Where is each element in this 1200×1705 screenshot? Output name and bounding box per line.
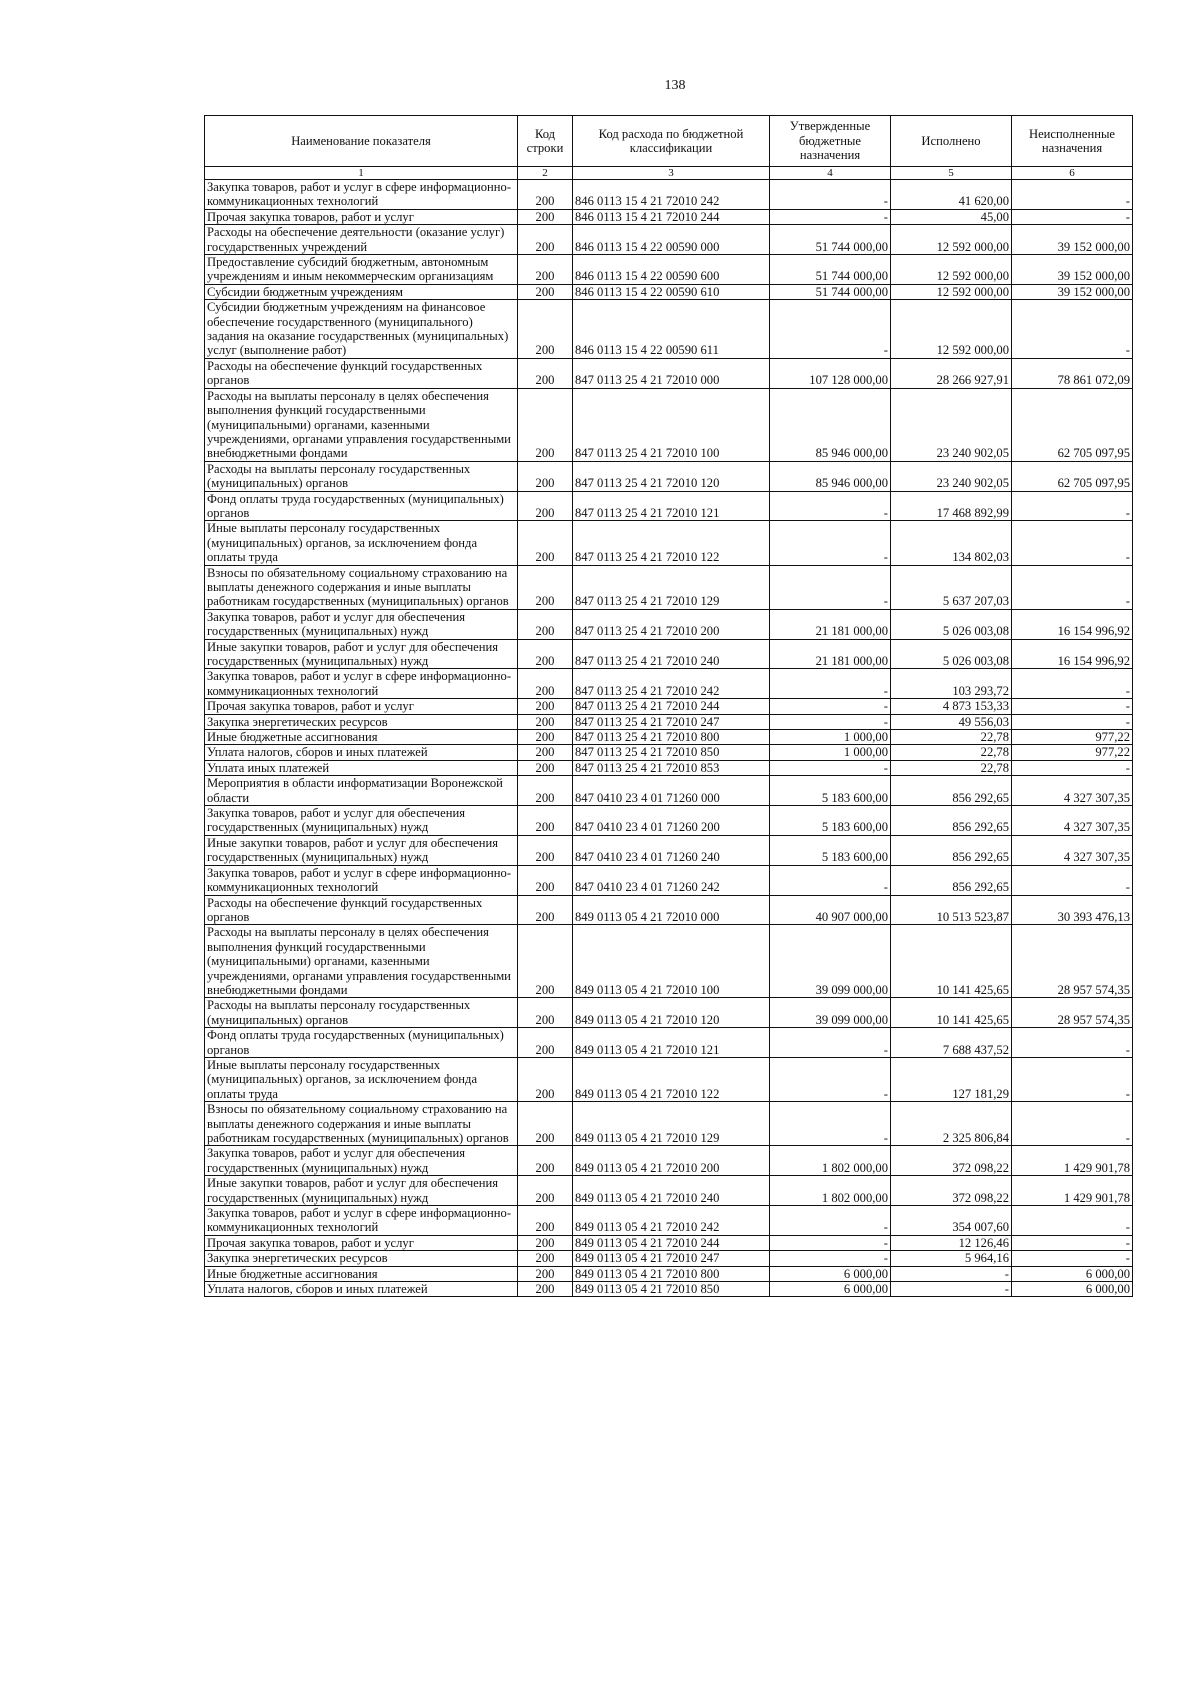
table-row (205, 300, 1133, 359)
unexecuted-amount-cell: - (1012, 865, 1133, 895)
approved-amount-cell: - (770, 300, 891, 359)
line-code-cell: 200 (518, 760, 573, 775)
table-row (205, 1176, 1133, 1206)
executed-amount-cell: 12 592 000,00 (891, 225, 1012, 255)
unexecuted-amount-cell: - (1012, 1102, 1133, 1146)
unexecuted-amount-cell: - (1012, 300, 1133, 359)
line-code-cell: 200 (518, 209, 573, 224)
indicator-name-cell: Закупка товаров, работ и услуг в сфере информационно-коммуникационных технологий (205, 180, 518, 210)
unexecuted-amount-cell: - (1012, 491, 1133, 521)
approved-amount-cell: - (770, 1057, 891, 1101)
table-row (205, 760, 1133, 775)
classification-code-cell: 849 0113 05 4 21 72010 129 (573, 1102, 770, 1146)
executed-amount-cell: 5 964,16 (891, 1251, 1012, 1266)
classification-code-cell: 849 0113 05 4 21 72010 242 (573, 1206, 770, 1236)
executed-amount-cell: 5 026 003,08 (891, 639, 1012, 669)
executed-amount-cell: 22,78 (891, 730, 1012, 745)
indicator-name-cell: Взносы по обязательному социальному страхованию на выплаты денежного содержания и иные выплаты работникам государственных (муниципальных) органов (205, 1102, 518, 1146)
unexecuted-amount-cell: 62 705 097,95 (1012, 388, 1133, 461)
indicator-name-cell: Фонд оплаты труда государственных (муниципальных) органов (205, 491, 518, 521)
classification-code-cell: 847 0113 25 4 21 72010 121 (573, 491, 770, 521)
unexecuted-amount-cell: 78 861 072,09 (1012, 358, 1133, 388)
executed-amount-cell: 354 007,60 (891, 1206, 1012, 1236)
executed-amount-cell: 23 240 902,05 (891, 461, 1012, 491)
table-row (205, 1028, 1133, 1058)
executed-amount-cell: 134 802,03 (891, 521, 1012, 565)
table-row (205, 1235, 1133, 1250)
indicator-name-cell: Закупка товаров, работ и услуг в сфере информационно-коммуникационных технологий (205, 865, 518, 895)
unexecuted-amount-cell: - (1012, 760, 1133, 775)
unexecuted-amount-cell: 16 154 996,92 (1012, 609, 1133, 639)
classification-code-cell: 849 0113 05 4 21 72010 800 (573, 1266, 770, 1281)
classification-code-cell: 846 0113 15 4 22 00590 611 (573, 300, 770, 359)
classification-code-cell: 847 0113 25 4 21 72010 247 (573, 714, 770, 729)
indicator-name-cell: Предоставление субсидий бюджетным, автономным учреждениям и иным некоммерческим организациям (205, 255, 518, 285)
unexecuted-amount-cell: - (1012, 209, 1133, 224)
column-number-row (205, 167, 1133, 180)
approved-amount-cell: 21 181 000,00 (770, 609, 891, 639)
approved-amount-cell: 51 744 000,00 (770, 225, 891, 255)
table-row (205, 1206, 1133, 1236)
executed-amount-cell: 856 292,65 (891, 835, 1012, 865)
executed-amount-cell: 7 688 437,52 (891, 1028, 1012, 1058)
table-row (205, 565, 1133, 609)
unexecuted-amount-cell: - (1012, 1057, 1133, 1101)
executed-amount-cell: 12 592 000,00 (891, 300, 1012, 359)
indicator-name-cell: Иные выплаты персоналу государственных (муниципальных) органов, за исключением фонда оплаты труда (205, 521, 518, 565)
indicator-name-cell: Закупка товаров, работ и услуг для обеспечения государственных (муниципальных) нужд (205, 806, 518, 836)
indicator-name-cell: Закупка энергетических ресурсов (205, 1251, 518, 1266)
indicator-name-cell: Расходы на выплаты персоналу государственных (муниципальных) органов (205, 998, 518, 1028)
approved-amount-cell: - (770, 760, 891, 775)
executed-amount-cell: 22,78 (891, 760, 1012, 775)
executed-amount-cell: 5 026 003,08 (891, 609, 1012, 639)
approved-amount-cell: 5 183 600,00 (770, 806, 891, 836)
table-row (205, 284, 1133, 299)
approved-amount-cell: - (770, 669, 891, 699)
executed-amount-cell: 12 126,46 (891, 1235, 1012, 1250)
approved-amount-cell: 39 099 000,00 (770, 925, 891, 998)
unexecuted-amount-cell: 39 152 000,00 (1012, 225, 1133, 255)
table-row (205, 639, 1133, 669)
approved-amount-cell: 39 099 000,00 (770, 998, 891, 1028)
classification-code-cell: 847 0113 25 4 21 72010 850 (573, 745, 770, 760)
line-code-cell: 200 (518, 225, 573, 255)
line-code-cell: 200 (518, 1102, 573, 1146)
line-code-cell: 200 (518, 1028, 573, 1058)
line-code-cell: 200 (518, 358, 573, 388)
header-indicator-name: Наименование показателя (205, 116, 518, 167)
indicator-name-cell: Взносы по обязательному социальному страхованию на выплаты денежного содержания и иные выплаты работникам государственных (муниципальных) органов (205, 565, 518, 609)
approved-amount-cell: 1 802 000,00 (770, 1146, 891, 1176)
classification-code-cell: 847 0113 25 4 21 72010 853 (573, 760, 770, 775)
unexecuted-amount-cell: 6 000,00 (1012, 1266, 1133, 1281)
table-header-row (205, 116, 1133, 167)
executed-amount-cell: 10 141 425,65 (891, 998, 1012, 1028)
unexecuted-amount-cell: 4 327 307,35 (1012, 776, 1133, 806)
table-row (205, 1251, 1133, 1266)
indicator-name-cell: Иные бюджетные ассигнования (205, 730, 518, 745)
table-row (205, 925, 1133, 998)
table-row (205, 388, 1133, 461)
unexecuted-amount-cell: 28 957 574,35 (1012, 998, 1133, 1028)
approved-amount-cell: 6 000,00 (770, 1282, 891, 1297)
classification-code-cell: 847 0113 25 4 21 72010 240 (573, 639, 770, 669)
classification-code-cell: 849 0113 05 4 21 72010 240 (573, 1176, 770, 1206)
indicator-name-cell: Расходы на выплаты персоналу в целях обеспечения выполнения функций государственными (муниципальными) органами, казенными учреждениями, органами управления государственными внебюджетными фондами (205, 925, 518, 998)
classification-code-cell: 847 0113 25 4 21 72010 129 (573, 565, 770, 609)
unexecuted-amount-cell: 62 705 097,95 (1012, 461, 1133, 491)
line-code-cell: 200 (518, 714, 573, 729)
executed-amount-cell: 2 325 806,84 (891, 1102, 1012, 1146)
executed-amount-cell: - (891, 1282, 1012, 1297)
approved-amount-cell: - (770, 1235, 891, 1250)
unexecuted-amount-cell: - (1012, 565, 1133, 609)
indicator-name-cell: Мероприятия в области информатизации Воронежской области (205, 776, 518, 806)
table-row (205, 730, 1133, 745)
column-number: 4 (770, 167, 891, 180)
table-row (205, 895, 1133, 925)
line-code-cell: 200 (518, 895, 573, 925)
indicator-name-cell: Уплата налогов, сборов и иных платежей (205, 745, 518, 760)
executed-amount-cell: 372 098,22 (891, 1176, 1012, 1206)
executed-amount-cell: 17 468 892,99 (891, 491, 1012, 521)
line-code-cell: 200 (518, 806, 573, 836)
unexecuted-amount-cell: - (1012, 521, 1133, 565)
classification-code-cell: 847 0410 23 4 01 71260 000 (573, 776, 770, 806)
unexecuted-amount-cell: 1 429 901,78 (1012, 1146, 1133, 1176)
table-row (205, 1057, 1133, 1101)
table-row (205, 835, 1133, 865)
classification-code-cell: 847 0113 25 4 21 72010 122 (573, 521, 770, 565)
header-approved: Утвержденные бюджетные назначения (770, 116, 891, 167)
unexecuted-amount-cell: 977,22 (1012, 745, 1133, 760)
table-body (205, 180, 1133, 1297)
indicator-name-cell: Расходы на обеспечение функций государственных органов (205, 895, 518, 925)
unexecuted-amount-cell: 977,22 (1012, 730, 1133, 745)
line-code-cell: 200 (518, 565, 573, 609)
unexecuted-amount-cell: - (1012, 1206, 1133, 1236)
approved-amount-cell: 1 000,00 (770, 745, 891, 760)
table-row (205, 1146, 1133, 1176)
header-unexecuted: Неисполненные назначения (1012, 116, 1133, 167)
executed-amount-cell: 10 141 425,65 (891, 925, 1012, 998)
line-code-cell: 200 (518, 865, 573, 895)
line-code-cell: 200 (518, 835, 573, 865)
approved-amount-cell: 40 907 000,00 (770, 895, 891, 925)
indicator-name-cell: Уплата иных платежей (205, 760, 518, 775)
table-row (205, 209, 1133, 224)
unexecuted-amount-cell: - (1012, 180, 1133, 210)
line-code-cell: 200 (518, 669, 573, 699)
indicator-name-cell: Расходы на выплаты персоналу государственных (муниципальных) органов (205, 461, 518, 491)
classification-code-cell: 849 0113 05 4 21 72010 100 (573, 925, 770, 998)
line-code-cell: 200 (518, 388, 573, 461)
line-code-cell: 200 (518, 1146, 573, 1176)
approved-amount-cell: - (770, 1206, 891, 1236)
classification-code-cell: 849 0113 05 4 21 72010 122 (573, 1057, 770, 1101)
table-row (205, 358, 1133, 388)
classification-code-cell: 846 0113 15 4 22 00590 610 (573, 284, 770, 299)
approved-amount-cell: - (770, 1251, 891, 1266)
executed-amount-cell: 856 292,65 (891, 865, 1012, 895)
classification-code-cell: 849 0113 05 4 21 72010 244 (573, 1235, 770, 1250)
approved-amount-cell: - (770, 491, 891, 521)
line-code-cell: 200 (518, 776, 573, 806)
classification-code-cell: 846 0113 15 4 22 00590 000 (573, 225, 770, 255)
line-code-cell: 200 (518, 699, 573, 714)
executed-amount-cell: 4 873 153,33 (891, 699, 1012, 714)
classification-code-cell: 847 0410 23 4 01 71260 242 (573, 865, 770, 895)
approved-amount-cell: - (770, 1102, 891, 1146)
approved-amount-cell: - (770, 699, 891, 714)
classification-code-cell: 847 0113 25 4 21 72010 800 (573, 730, 770, 745)
classification-code-cell: 846 0113 15 4 22 00590 600 (573, 255, 770, 285)
header-line-code: Код строки (518, 116, 573, 167)
line-code-cell: 200 (518, 180, 573, 210)
classification-code-cell: 849 0113 05 4 21 72010 000 (573, 895, 770, 925)
unexecuted-amount-cell: 39 152 000,00 (1012, 284, 1133, 299)
line-code-cell: 200 (518, 998, 573, 1028)
executed-amount-cell: 5 637 207,03 (891, 565, 1012, 609)
line-code-cell: 200 (518, 284, 573, 299)
column-number: 5 (891, 167, 1012, 180)
classification-code-cell: 847 0113 25 4 21 72010 242 (573, 669, 770, 699)
unexecuted-amount-cell: 4 327 307,35 (1012, 806, 1133, 836)
indicator-name-cell: Расходы на выплаты персоналу в целях обеспечения выполнения функций государственными (муниципальными) органами, казенными учреждениями, органами управления государственными внебюджетными фондами (205, 388, 518, 461)
indicator-name-cell: Иные закупки товаров, работ и услуг для обеспечения государственных (муниципальных) нужд (205, 639, 518, 669)
unexecuted-amount-cell: 39 152 000,00 (1012, 255, 1133, 285)
classification-code-cell: 847 0113 25 4 21 72010 120 (573, 461, 770, 491)
table-row (205, 609, 1133, 639)
approved-amount-cell: 21 181 000,00 (770, 639, 891, 669)
approved-amount-cell: 5 183 600,00 (770, 776, 891, 806)
executed-amount-cell: 28 266 927,91 (891, 358, 1012, 388)
unexecuted-amount-cell: - (1012, 1235, 1133, 1250)
table-row (205, 998, 1133, 1028)
approved-amount-cell: - (770, 180, 891, 210)
indicator-name-cell: Закупка товаров, работ и услуг для обеспечения государственных (муниципальных) нужд (205, 609, 518, 639)
table-row (205, 776, 1133, 806)
indicator-name-cell: Закупка энергетических ресурсов (205, 714, 518, 729)
approved-amount-cell: 1 802 000,00 (770, 1176, 891, 1206)
classification-code-cell: 849 0113 05 4 21 72010 247 (573, 1251, 770, 1266)
column-number: 2 (518, 167, 573, 180)
approved-amount-cell: - (770, 1028, 891, 1058)
classification-code-cell: 847 0410 23 4 01 71260 240 (573, 835, 770, 865)
classification-code-cell: 849 0113 05 4 21 72010 121 (573, 1028, 770, 1058)
line-code-cell: 200 (518, 491, 573, 521)
approved-amount-cell: 5 183 600,00 (770, 835, 891, 865)
line-code-cell: 200 (518, 521, 573, 565)
table-row (205, 521, 1133, 565)
indicator-name-cell: Прочая закупка товаров, работ и услуг (205, 699, 518, 714)
line-code-cell: 200 (518, 730, 573, 745)
table-row (205, 180, 1133, 210)
line-code-cell: 200 (518, 1235, 573, 1250)
indicator-name-cell: Закупка товаров, работ и услуг для обеспечения государственных (муниципальных) нужд (205, 1146, 518, 1176)
line-code-cell: 200 (518, 1251, 573, 1266)
indicator-name-cell: Расходы на обеспечение деятельности (оказание услуг) государственных учреждений (205, 225, 518, 255)
unexecuted-amount-cell: 6 000,00 (1012, 1282, 1133, 1297)
line-code-cell: 200 (518, 925, 573, 998)
classification-code-cell: 847 0410 23 4 01 71260 200 (573, 806, 770, 836)
indicator-name-cell: Уплата налогов, сборов и иных платежей (205, 1282, 518, 1297)
indicator-name-cell: Фонд оплаты труда государственных (муниципальных) органов (205, 1028, 518, 1058)
line-code-cell: 200 (518, 255, 573, 285)
classification-code-cell: 849 0113 05 4 21 72010 200 (573, 1146, 770, 1176)
unexecuted-amount-cell: 30 393 476,13 (1012, 895, 1133, 925)
approved-amount-cell: 85 946 000,00 (770, 388, 891, 461)
line-code-cell: 200 (518, 609, 573, 639)
table-row (205, 491, 1133, 521)
executed-amount-cell: 12 592 000,00 (891, 284, 1012, 299)
indicator-name-cell: Расходы на обеспечение функций государственных органов (205, 358, 518, 388)
indicator-name-cell: Закупка товаров, работ и услуг в сфере информационно-коммуникационных технологий (205, 669, 518, 699)
indicator-name-cell: Прочая закупка товаров, работ и услуг (205, 1235, 518, 1250)
indicator-name-cell: Иные выплаты персоналу государственных (муниципальных) органов, за исключением фонда оплаты труда (205, 1057, 518, 1101)
executed-amount-cell: 856 292,65 (891, 776, 1012, 806)
unexecuted-amount-cell: 28 957 574,35 (1012, 925, 1133, 998)
executed-amount-cell: 12 592 000,00 (891, 255, 1012, 285)
line-code-cell: 200 (518, 745, 573, 760)
indicator-name-cell: Иные бюджетные ассигнования (205, 1266, 518, 1281)
approved-amount-cell: 51 744 000,00 (770, 284, 891, 299)
line-code-cell: 200 (518, 1206, 573, 1236)
executed-amount-cell: 23 240 902,05 (891, 388, 1012, 461)
table-row (205, 714, 1133, 729)
executed-amount-cell: 45,00 (891, 209, 1012, 224)
executed-amount-cell: 10 513 523,87 (891, 895, 1012, 925)
table-row (205, 669, 1133, 699)
indicator-name-cell: Иные закупки товаров, работ и услуг для обеспечения государственных (муниципальных) нужд (205, 835, 518, 865)
line-code-cell: 200 (518, 461, 573, 491)
unexecuted-amount-cell: - (1012, 669, 1133, 699)
table-row (205, 1266, 1133, 1281)
header-executed: Исполнено (891, 116, 1012, 167)
approved-amount-cell: 107 128 000,00 (770, 358, 891, 388)
indicator-name-cell: Закупка товаров, работ и услуг в сфере информационно-коммуникационных технологий (205, 1206, 518, 1236)
table-row (205, 865, 1133, 895)
executed-amount-cell: 127 181,29 (891, 1057, 1012, 1101)
classification-code-cell: 847 0113 25 4 21 72010 000 (573, 358, 770, 388)
classification-code-cell: 846 0113 15 4 21 72010 244 (573, 209, 770, 224)
classification-code-cell: 849 0113 05 4 21 72010 850 (573, 1282, 770, 1297)
column-number: 6 (1012, 167, 1133, 180)
line-code-cell: 200 (518, 639, 573, 669)
approved-amount-cell: - (770, 565, 891, 609)
table-row (205, 745, 1133, 760)
approved-amount-cell: - (770, 521, 891, 565)
executed-amount-cell: 49 556,03 (891, 714, 1012, 729)
executed-amount-cell: 856 292,65 (891, 806, 1012, 836)
approved-amount-cell: 6 000,00 (770, 1266, 891, 1281)
executed-amount-cell: 372 098,22 (891, 1146, 1012, 1176)
executed-amount-cell: 103 293,72 (891, 669, 1012, 699)
line-code-cell: 200 (518, 300, 573, 359)
column-number: 3 (573, 167, 770, 180)
unexecuted-amount-cell: - (1012, 714, 1133, 729)
executed-amount-cell: - (891, 1266, 1012, 1281)
budget-execution-table (204, 115, 1133, 1297)
table-row (205, 461, 1133, 491)
indicator-name-cell: Иные закупки товаров, работ и услуг для обеспечения государственных (муниципальных) нужд (205, 1176, 518, 1206)
indicator-name-cell: Прочая закупка товаров, работ и услуг (205, 209, 518, 224)
indicator-name-cell: Субсидии бюджетным учреждениям (205, 284, 518, 299)
line-code-cell: 200 (518, 1266, 573, 1281)
approved-amount-cell: - (770, 865, 891, 895)
table-row (205, 255, 1133, 285)
table-row (205, 225, 1133, 255)
approved-amount-cell: - (770, 714, 891, 729)
executed-amount-cell: 22,78 (891, 745, 1012, 760)
page-number: 138 (664, 78, 686, 93)
line-code-cell: 200 (518, 1057, 573, 1101)
unexecuted-amount-cell: - (1012, 1028, 1133, 1058)
unexecuted-amount-cell: 1 429 901,78 (1012, 1176, 1133, 1206)
executed-amount-cell: 41 620,00 (891, 180, 1012, 210)
line-code-cell: 200 (518, 1282, 573, 1297)
classification-code-cell: 847 0113 25 4 21 72010 100 (573, 388, 770, 461)
approved-amount-cell: 51 744 000,00 (770, 255, 891, 285)
unexecuted-amount-cell: 16 154 996,92 (1012, 639, 1133, 669)
table-row (205, 1282, 1133, 1297)
approved-amount-cell: 85 946 000,00 (770, 461, 891, 491)
classification-code-cell: 847 0113 25 4 21 72010 200 (573, 609, 770, 639)
table-row (205, 1102, 1133, 1146)
indicator-name-cell: Субсидии бюджетным учреждениям на финансовое обеспечение государственного (муниципального) задания на оказание государственных (муниципальных) услуг (выполнение работ) (205, 300, 518, 359)
unexecuted-amount-cell: 4 327 307,35 (1012, 835, 1133, 865)
unexecuted-amount-cell: - (1012, 1251, 1133, 1266)
approved-amount-cell: 1 000,00 (770, 730, 891, 745)
header-classification-code: Код расхода по бюджетной классификации (573, 116, 770, 167)
approved-amount-cell: - (770, 209, 891, 224)
unexecuted-amount-cell: - (1012, 699, 1133, 714)
line-code-cell: 200 (518, 1176, 573, 1206)
table-row (205, 806, 1133, 836)
column-number: 1 (205, 167, 518, 180)
classification-code-cell: 846 0113 15 4 21 72010 242 (573, 180, 770, 210)
table-row (205, 699, 1133, 714)
classification-code-cell: 847 0113 25 4 21 72010 244 (573, 699, 770, 714)
classification-code-cell: 849 0113 05 4 21 72010 120 (573, 998, 770, 1028)
